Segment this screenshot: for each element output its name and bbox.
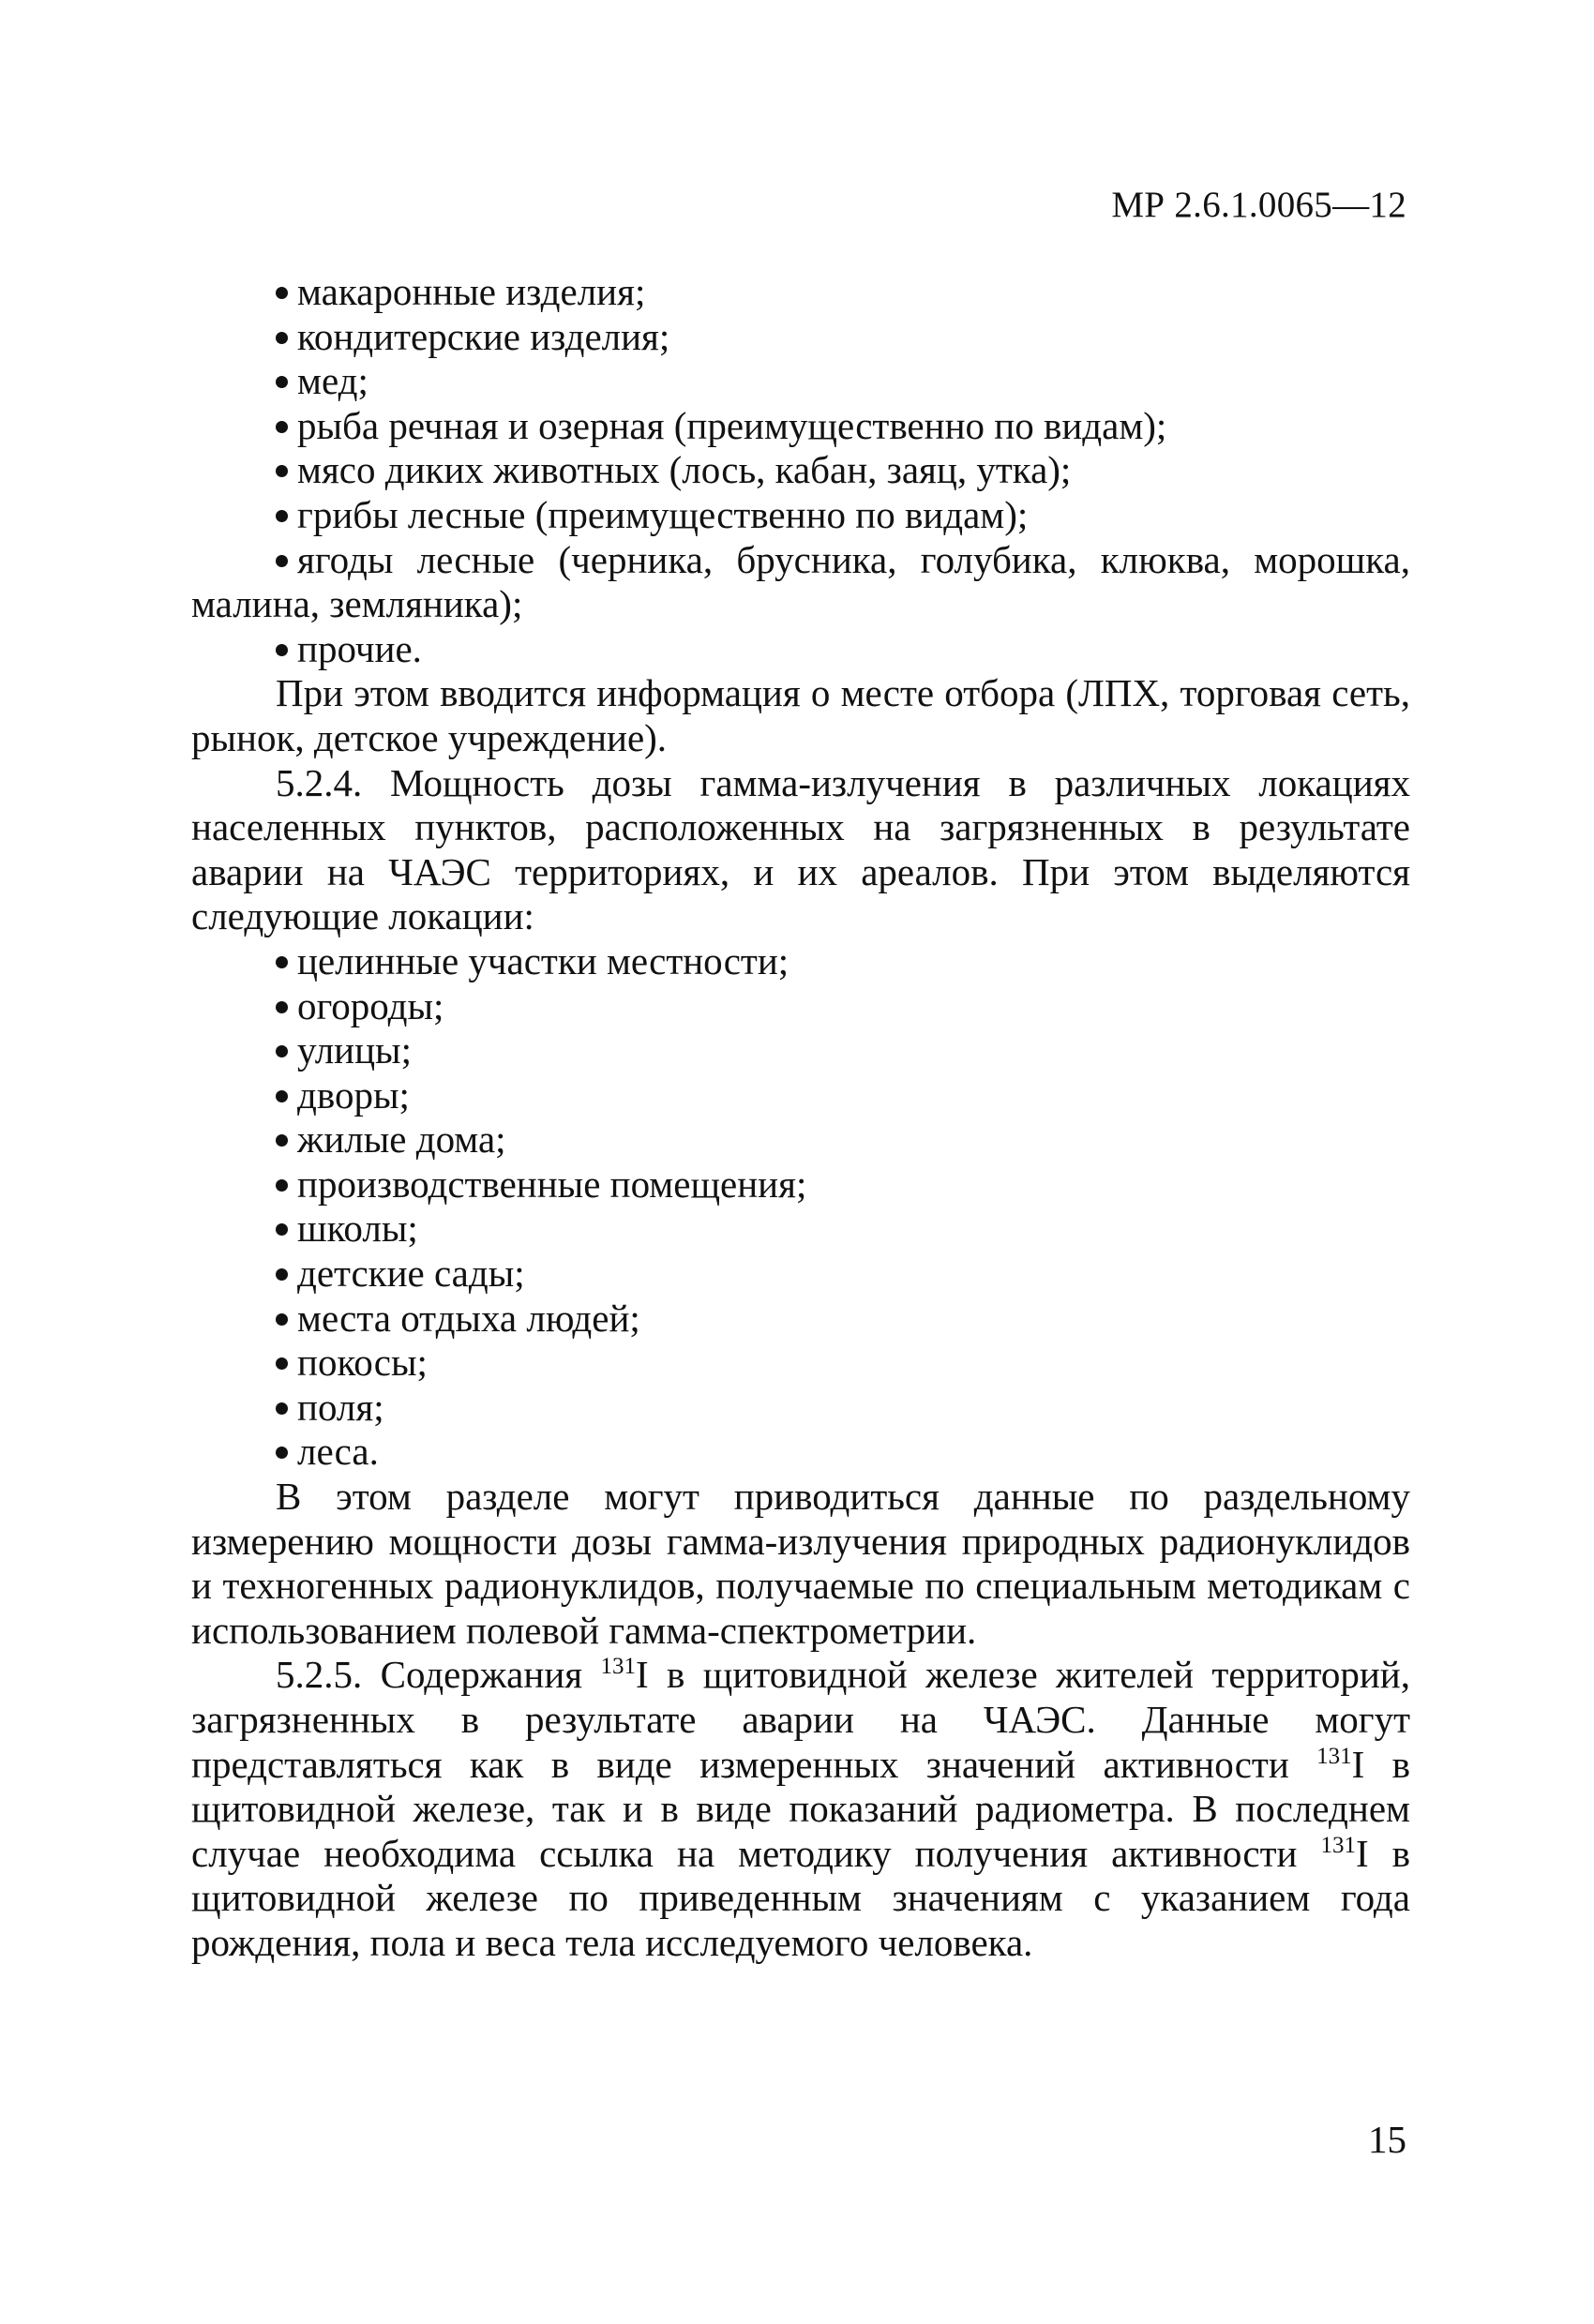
location-list <box>191 939 1410 1475</box>
list-item: поля; <box>191 1386 1410 1431</box>
list-item: ягоды лесные (черника, брусника, голубика, клюква, морошка, малина, земляника); <box>191 537 1410 626</box>
list-item: школы; <box>191 1207 1410 1252</box>
bullet-icon <box>276 644 288 656</box>
page-body <box>191 270 1410 1966</box>
bullet-icon <box>276 555 288 567</box>
list-item: целинные участки местности; <box>191 939 1410 984</box>
list-item: производственные помещения; <box>191 1162 1410 1207</box>
isotope-mass-number: 131 <box>1316 1743 1352 1769</box>
bullet-icon <box>276 1001 288 1013</box>
bullet-icon <box>276 376 288 388</box>
bullet-icon <box>276 1357 288 1370</box>
product-list <box>191 270 1410 671</box>
isotope-symbol: I <box>1355 1831 1369 1875</box>
list-item: мед; <box>191 359 1410 404</box>
list-item: макаронные изделия; <box>191 270 1410 315</box>
bullet-icon <box>276 421 288 433</box>
bullet-icon <box>276 287 288 299</box>
bullet-icon <box>276 1134 288 1147</box>
list-item: огороды; <box>191 984 1410 1029</box>
paragraph-5-2-5: 5.2.5. Содержания $^{131}$I в щитовидной железе жителей территорий, загрязненных в результате аварии на ЧАЭС. Данные могут представляться как в виде измеренных значений активности $^{131}$I в щитовидной железе, так и в виде показаний радиометра. В последнем случае необходима ссылка на методику получения активности $^{131}$I в щитовидной железе по приведенным значениям с указанием года рождения, пола и веса тела исследуемого человека. <box>191 1653 1410 1964</box>
bullet-icon <box>276 1090 288 1102</box>
bullet-icon <box>276 1179 288 1192</box>
bullet-icon <box>276 1223 288 1236</box>
list-item: улицы; <box>191 1028 1410 1073</box>
bullet-icon <box>276 332 288 344</box>
list-item: детские сады; <box>191 1252 1410 1297</box>
isotope-symbol: I <box>1351 1742 1365 1786</box>
isotope-symbol: I <box>636 1653 649 1697</box>
list-item: леса. <box>191 1430 1410 1475</box>
list-item: рыба речная и озерная (преимущественно по видам); <box>191 404 1410 449</box>
bullet-icon <box>276 956 288 968</box>
list-item: мясо диких животных (лось, кабан, заяц, утка); <box>191 448 1410 493</box>
bullet-icon <box>276 465 288 477</box>
list-item: прочие. <box>191 627 1410 672</box>
list-item: кондитерские изделия; <box>191 315 1410 360</box>
bullet-icon <box>276 1268 288 1281</box>
list-item: дворы; <box>191 1073 1410 1118</box>
paragraph-spectrometry: В этом разделе могут приводиться данные по раздельному измерению мощности дозы гамма-излучения природных радионуклидов и техногенных радионуклидов, получаемые по специальным методикам с использованием полевой гамма-спектрометрии. <box>191 1475 1410 1652</box>
bullet-icon <box>276 510 288 522</box>
page-number: 15 <box>1368 2118 1406 2161</box>
list-item: грибы лесные (преимущественно по видам); <box>191 493 1410 538</box>
isotope-mass-number: 131 <box>600 1654 637 1680</box>
list-item: жилые дома; <box>191 1117 1410 1162</box>
list-item: покосы; <box>191 1341 1410 1386</box>
isotope-mass-number: 131 <box>1320 1832 1356 1858</box>
bullet-icon <box>276 1313 288 1326</box>
bullet-icon <box>276 1045 288 1057</box>
bullet-icon <box>276 1402 288 1415</box>
list-item: места отдыха людей; <box>191 1297 1410 1342</box>
paragraph-5-2-4: 5.2.4. Мощность дозы гамма-излучения в различных локациях населенных пунктов, расположенных на загрязненных в результате аварии на ЧАЭС территориях, и их ареалов. При этом выделяются следующие локации: <box>191 760 1410 938</box>
paragraph-sampling-info: При этом вводится информация о месте отбора (ЛПХ, торговая сеть, рынок, детское учреждение). <box>191 671 1410 759</box>
document-code: МР 2.6.1.0065—12 <box>1111 185 1406 225</box>
bullet-icon <box>276 1447 288 1459</box>
